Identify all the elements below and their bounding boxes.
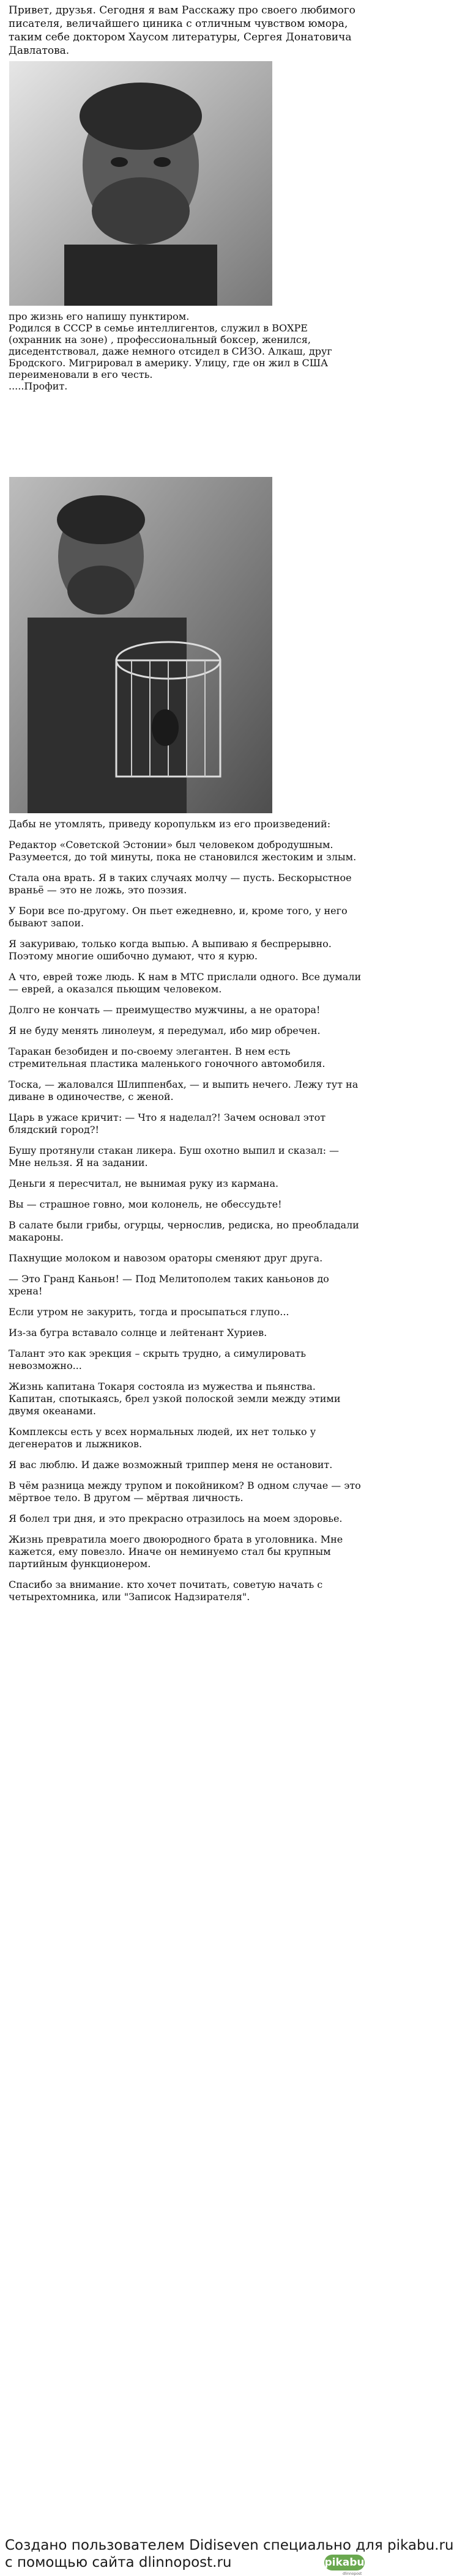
quote-item: Я не буду менять линолеум, я передумал, ибо мир обречен. <box>9 1025 321 1036</box>
bio-line: про жизнь его напишу пунктиром. <box>9 311 190 322</box>
quote-item: Таракан безобиден и по-своему элегантен. В нем есть стремительная пластика маленького гоночного автомобиля. <box>9 1046 326 1069</box>
quote-item: У Бори все по-другому. Он пьет ежедневно, и, кроме того, у него бывают запои. <box>9 905 348 929</box>
quote-item: Комплексы есть у всех нормальных людей, их нет только у дегенератов и лыжников. <box>9 1426 316 1450</box>
quote-item: Дабы не утомлять, приведу коропулькм из его произведений: <box>9 818 331 830</box>
portrait-photo <box>9 61 272 306</box>
bio-line: Родился в СССР в семье интеллигентов, служил в ВОХРЕ (охранник на зоне) , профессиональный боксер, женился, диседентствовал, даже немного отсидел в СИЗО. Алкаш, друг Бродского. Мигрировал в америку. Улицу, где он жил в США переименовали в его честь. <box>9 322 332 380</box>
quote-item: Талант это как эрекция – скрыть трудно, а симулировать невозможно... <box>9 1348 306 1371</box>
quote-item: Из-за бугра вставало солнце и лейтенант Хуриев. <box>9 1327 267 1338</box>
quote-item: Пахнущие молоком и навозом ораторы сменяют друг друга. <box>9 1252 323 1264</box>
quote-item: Я вас люблю. И даже возможный триппер меня не остановит. <box>9 1459 333 1471</box>
quote-item: Редактор «Советской Эстонии» был человеком добродушным. Разумеется, до той минуты, пока не становился жестоким и злым. <box>9 839 357 863</box>
quote-item: Если утром не закурить, тогда и просыпаться глупо... <box>9 1306 289 1318</box>
quote-item: Спасибо за внимание. кто хочет почитать, советую начать с четырехтомника, или "Записок Надзирателя". <box>9 1579 323 1603</box>
quote-item: В чём разница между трупом и покойником? В одном случае — это мёртвое тело. В другом — мёртвая личность. <box>9 1480 361 1504</box>
quote-item: Вы — страшное говно, мои колонель, не обессудьте! <box>9 1198 282 1210</box>
quote-item: Долго не кончать — преимущество мужчины, а не оратора! <box>9 1004 321 1016</box>
quote-item: Жизнь превратила моего двоюродного брата в уголовника. Мне кажется, ему повезло. Иначе он неминуемо стал бы крупным партийным функционером. <box>9 1533 343 1570</box>
intro-text: Привет, друзья. Сегодня я вам Расскажу про своего любимого писателя, величайшего циника с отличным чувством юмора, таким себе доктором Хаусом литературы, Сергея Донатовича Давлатова. <box>9 4 355 57</box>
quote-item: Тоска, — жаловался Шлиппенбах, — и выпить нечего. Лежу тут на диване в одиночестве, с женой. <box>9 1079 359 1102</box>
quote-item: В салате были грибы, огурцы, чернослив, редиска, но преобладали макароны. <box>9 1219 359 1243</box>
biography-block <box>9 311 363 392</box>
quote-item: А что, еврей тоже людь. К нам в МТС прислали одного. Все думали — еврей, а оказался пьющим человеком. <box>9 971 362 995</box>
quotes-list <box>9 818 362 1612</box>
bio-line: .....Профит. <box>9 380 68 392</box>
dlinnopost-watermark: dlinnopost <box>343 2572 362 2576</box>
man-with-birdcage-photo <box>9 477 272 813</box>
footer-site-line: с помощью сайта dlinnopost.ru <box>5 2555 232 2570</box>
quote-item: Жизнь капитана Токаря состояла из мужества и пьянства. Капитан, спотыкаясь, брел узкой полоской земли между этими двумя океанами. <box>9 1381 341 1417</box>
quote-item: Я закуриваю, только когда выпью. А выпиваю я беспрерывно. Поэтому многие ошибочно думают, что я курю. <box>9 938 332 962</box>
footer-banner <box>0 2536 454 2576</box>
quote-item: — Это Гранд Каньон! — Под Мелитополем таких каньонов до хрена! <box>9 1273 329 1297</box>
quote-item: Стала она врать. Я в таких случаях молчу — пусть. Бескорыстное враньё — это не ложь, это поэзия. <box>9 872 352 896</box>
quote-item: Я болел три дня, и это прекрасно отразилось на моем здоровье. <box>9 1513 343 1524</box>
pikabu-logo: pikabu <box>324 2555 365 2570</box>
quote-item: Бушу протянули стакан ликера. Буш охотно выпил и сказал: — Мне нельзя. Я на задании. <box>9 1145 340 1168</box>
footer-credit-line: Создано пользователем Didiseven специально для pikabu.ru <box>5 2537 454 2553</box>
quote-item: Деньги я пересчитал, не вынимая руку из кармана. <box>9 1178 279 1189</box>
quote-item: Царь в ужасе кричит: — Что я наделал?! Зачем основал этот блядский город?! <box>9 1112 326 1135</box>
